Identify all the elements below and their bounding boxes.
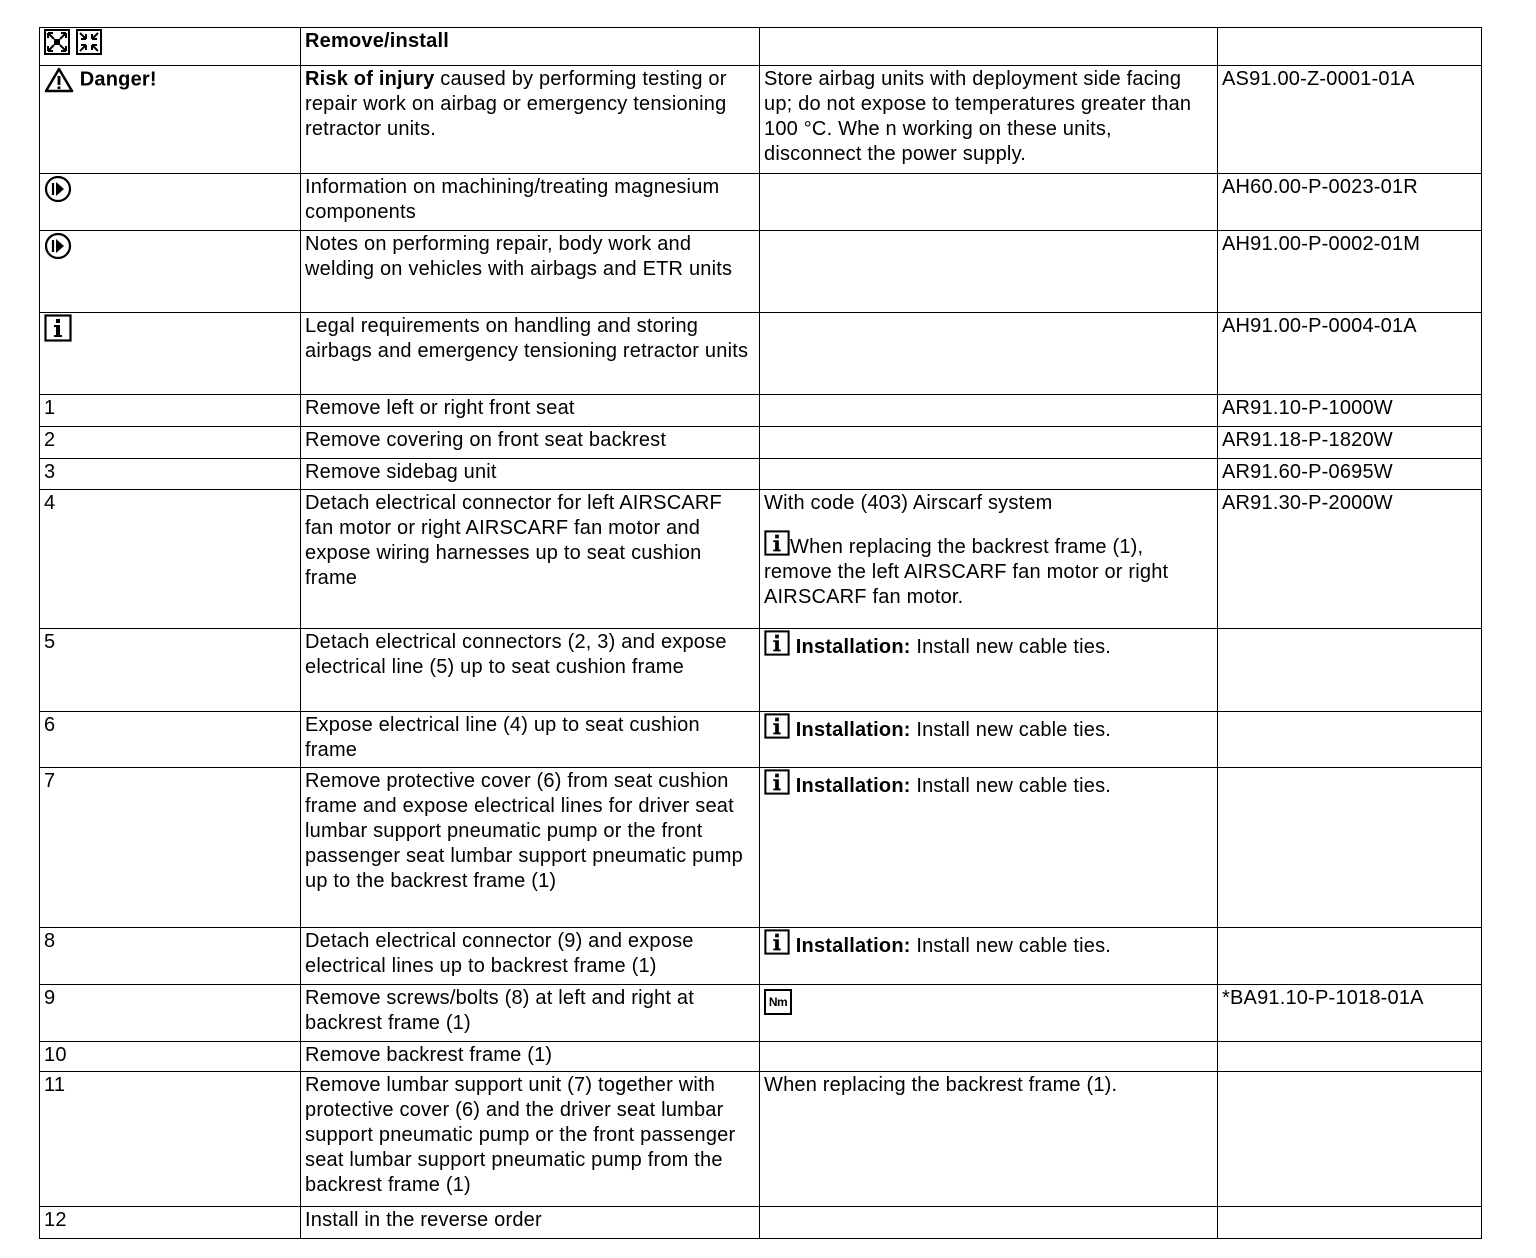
danger-note: Store airbag units with deployment side facing up; do not expose to temperatures greater than 100 °C. Whe n working on these units, disconnect the power supply. xyxy=(760,66,1218,174)
danger-description xyxy=(301,66,760,174)
step-row xyxy=(40,712,1482,768)
notice-icon xyxy=(44,232,72,260)
step-number: 5 xyxy=(40,629,301,712)
step-text: Detach electrical connector for left AIRSCARF fan motor or right AIRSCARF fan motor and expose wiring harnesses up to seat cushion frame xyxy=(301,490,760,629)
install-icon xyxy=(76,29,102,55)
step-note xyxy=(760,985,1218,1042)
danger-ref[interactable]: AS91.00-Z-0001-01A xyxy=(1218,66,1482,174)
step-note xyxy=(760,928,1218,985)
info-row xyxy=(40,174,1482,231)
installation-label: Installation: xyxy=(795,775,911,797)
info-row xyxy=(40,313,1482,395)
step-row xyxy=(40,490,1482,629)
step-row xyxy=(40,459,1482,490)
info-icon xyxy=(764,929,790,955)
danger-cell xyxy=(40,66,301,174)
step-number: 12 xyxy=(40,1207,301,1239)
table-header-row xyxy=(40,28,1482,66)
header-title: Remove/install xyxy=(301,28,760,66)
step-text: Install in the reverse order xyxy=(301,1207,760,1239)
step-ref[interactable]: *BA91.10-P-1018-01A xyxy=(1218,985,1482,1042)
step-row xyxy=(40,1207,1482,1239)
step-row xyxy=(40,1042,1482,1072)
replace-note: When replacing the backrest frame (1), remove the left AIRSCARF fan motor or right AIRSCARF fan motor. xyxy=(764,536,1169,608)
step-note xyxy=(760,768,1218,928)
step-row xyxy=(40,1072,1482,1207)
installation-text: Install new cable ties. xyxy=(910,775,1112,797)
step-text: Remove sidebag unit xyxy=(301,459,760,490)
info-icon xyxy=(44,314,72,342)
step-text: Remove backrest frame (1) xyxy=(301,1042,760,1072)
info-ref[interactable]: AH60.00-P-0023-01R xyxy=(1218,174,1482,231)
warning-triangle-icon xyxy=(44,67,74,93)
step-row xyxy=(40,928,1482,985)
info-ref[interactable]: AH91.00-P-0004-01A xyxy=(1218,313,1482,395)
step-number: 9 xyxy=(40,985,301,1042)
info-text: Information on machining/treating magnesium components xyxy=(301,174,760,231)
step-text: Remove left or right front seat xyxy=(301,395,760,427)
installation-label: Installation: xyxy=(795,719,911,741)
step-row xyxy=(40,629,1482,712)
installation-text: Install new cable ties. xyxy=(910,719,1112,741)
step-row xyxy=(40,768,1482,928)
installation-text: Install new cable ties. xyxy=(910,636,1112,658)
step-note xyxy=(760,490,1218,629)
header-note-cell xyxy=(760,28,1218,66)
installation-label: Installation: xyxy=(795,636,911,658)
info-icon xyxy=(764,630,790,656)
remove-icon xyxy=(44,29,70,55)
step-text: Remove covering on front seat backrest xyxy=(301,427,760,459)
remove-install-icons xyxy=(40,28,301,66)
step-ref[interactable]: AR91.10-P-1000W xyxy=(1218,395,1482,427)
header-ref-cell xyxy=(1218,28,1482,66)
step-ref[interactable]: AR91.30-P-2000W xyxy=(1218,490,1482,629)
step-text: Expose electrical line (4) up to seat cushion frame xyxy=(301,712,760,768)
info-text: Legal requirements on handling and storing airbags and emergency tensioning retractor units xyxy=(301,313,760,395)
risk-bold: Risk of injury xyxy=(305,68,435,90)
info-icon xyxy=(764,530,790,556)
code-note: With code (403) Airscarf system xyxy=(764,492,1053,514)
torque-icon: Nm xyxy=(764,989,792,1015)
step-number: 10 xyxy=(40,1042,301,1072)
info-icon xyxy=(764,769,790,795)
step-number: 4 xyxy=(40,490,301,629)
step-text: Remove lumbar support unit (7) together with protective cover (6) and the driver seat lumbar support pneumatic pump or the front passenger seat lumbar support pneumatic pump from the backrest frame (1) xyxy=(301,1072,760,1207)
installation-label: Installation: xyxy=(795,935,911,957)
step-number: 2 xyxy=(40,427,301,459)
step-text: Remove screws/bolts (8) at left and right at backrest frame (1) xyxy=(301,985,760,1042)
info-ref[interactable]: AH91.00-P-0002-01M xyxy=(1218,231,1482,313)
step-note xyxy=(760,712,1218,768)
step-number: 7 xyxy=(40,768,301,928)
step-number: 6 xyxy=(40,712,301,768)
danger-label: Danger! xyxy=(79,68,157,91)
installation-text: Install new cable ties. xyxy=(910,935,1112,957)
step-note xyxy=(760,629,1218,712)
notice-icon xyxy=(44,175,72,203)
step-text: Detach electrical connector (9) and expose electrical lines up to backrest frame (1) xyxy=(301,928,760,985)
risk-text: caused by performing testing or repair work on airbag or emergency tensioning retractor units. xyxy=(305,68,727,140)
info-text: Notes on performing repair, body work and welding on vehicles with airbags and ETR units xyxy=(301,231,760,313)
step-text: Remove protective cover (6) from seat cushion frame and expose electrical lines for driver seat lumbar support pneumatic pump or the front passenger seat lumbar support pneumatic pump up to the backrest frame (1) xyxy=(301,768,760,928)
danger-row xyxy=(40,66,1482,174)
step-number: 11 xyxy=(40,1072,301,1207)
step-row xyxy=(40,395,1482,427)
step-ref[interactable]: AR91.18-P-1820W xyxy=(1218,427,1482,459)
step-number: 3 xyxy=(40,459,301,490)
step-number: 1 xyxy=(40,395,301,427)
step-row xyxy=(40,985,1482,1042)
step-text: Detach electrical connectors (2, 3) and expose electrical line (5) up to seat cushion frame xyxy=(301,629,760,712)
info-icon xyxy=(764,713,790,739)
info-row xyxy=(40,231,1482,313)
step-ref[interactable]: AR91.60-P-0695W xyxy=(1218,459,1482,490)
procedure-table xyxy=(39,27,1482,1239)
step-note: When replacing the backrest frame (1). xyxy=(760,1072,1218,1207)
step-number: 8 xyxy=(40,928,301,985)
step-row xyxy=(40,427,1482,459)
